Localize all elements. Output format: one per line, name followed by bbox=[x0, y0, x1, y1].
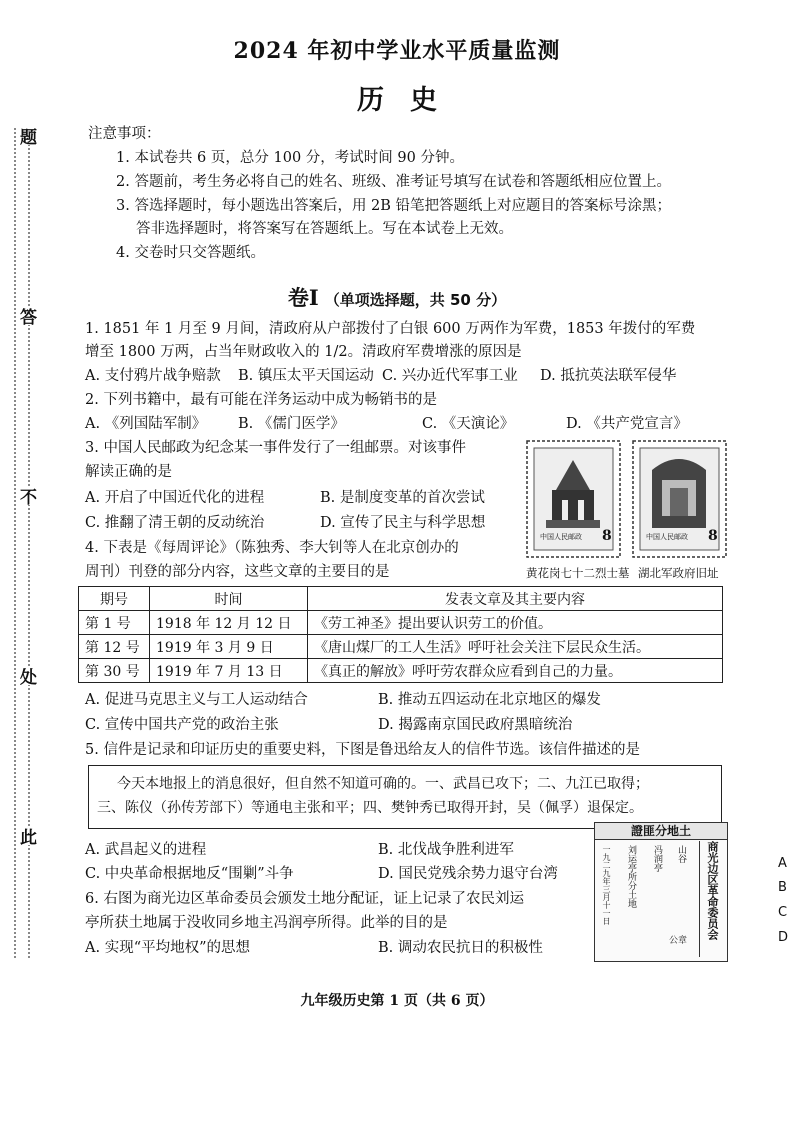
binding-strip bbox=[8, 128, 38, 958]
q5-letter-line-1: 今天本地报上的消息很好，但自然不知道可确的。一、武昌已攻下；二、九江已取得； bbox=[117, 776, 649, 792]
notice-heading: 注意事项： bbox=[88, 126, 161, 142]
q3-option-b: B. 是制度变革的首次尝试 bbox=[320, 490, 485, 506]
q3-option-a: A. 开启了中国近代化的进程 bbox=[85, 490, 265, 506]
q4-option-a: A. 促进马克思主义与工人运动结合 bbox=[85, 692, 308, 708]
notice-item-4: 4. 交卷时只交答题纸。 bbox=[116, 245, 265, 261]
q3-stem-2: 解读正确的是 bbox=[85, 464, 172, 480]
q5-option-a: A. 武昌起义的进程 bbox=[85, 842, 207, 858]
q5-letter-line-2: 三、陈仪（孙传芳部下）等通电主张和平；四、樊钟秀已取得开封，吴（佩孚）退保定。 bbox=[97, 800, 643, 816]
q3-stem-1: 3. 中国人民邮政为纪念某一事件发行了一组邮票。对该事件 bbox=[85, 440, 466, 456]
table-header-row bbox=[79, 587, 723, 611]
q2-option-b: B. 《儒门医学》 bbox=[238, 416, 345, 432]
land-certificate-image bbox=[594, 822, 728, 962]
q4-option-d: D. 揭露南京国民政府黑暗统治 bbox=[378, 717, 573, 733]
table-row bbox=[79, 659, 723, 683]
q6-stem-2: 亭所获土地属于没收同乡地主冯润亭所得。此举的目的是 bbox=[85, 915, 448, 931]
q5-letter-box bbox=[88, 765, 722, 829]
stamp-2-value: 8 bbox=[708, 528, 718, 544]
notice-item-3-cont: 答非选择题时，将答案写在答题纸上。写在本试卷上无效。 bbox=[136, 221, 513, 237]
table-header: 发表文章及其主要内容 bbox=[308, 587, 723, 611]
table-cell: 1918 年 12 月 12 日 bbox=[150, 611, 308, 635]
q5-option-c: C. 中央革命根据地反“围剿”斗争 bbox=[85, 866, 294, 882]
table-row bbox=[79, 635, 723, 659]
q3-option-d: D. 宣传了民主与科学思想 bbox=[320, 515, 486, 531]
q2-option-c: C. 《天演论》 bbox=[422, 416, 515, 432]
cert-col-1: 一九二九年三月十一日 bbox=[602, 845, 611, 925]
q4-stem-1: 4. 下表是《每周评论》（陈独秀、李大钊等人在北京创办的 bbox=[85, 540, 459, 556]
table-cell: 第 1 号 bbox=[79, 611, 150, 635]
side-char-4: 处 bbox=[16, 668, 36, 685]
q6-option-b: B. 调动农民抗日的积极性 bbox=[378, 940, 543, 956]
notice-item-1: 1. 本试卷共 6 页，总分 100 分，考试时间 90 分钟。 bbox=[116, 150, 464, 166]
table-row bbox=[79, 611, 723, 635]
cert-col-3: 冯润亭 bbox=[652, 845, 662, 872]
q1-option-c: C. 兴办近代军事工业 bbox=[382, 368, 518, 384]
table-cell: 《真正的解放》呼吁劳农群众应看到自己的力量。 bbox=[308, 659, 723, 683]
margin-letter-b: B bbox=[778, 880, 787, 895]
side-char-2: 答 bbox=[16, 308, 36, 325]
side-char-1: 题 bbox=[16, 128, 36, 145]
stamp-huanghuagang bbox=[526, 440, 621, 558]
q5-option-b: B. 北伐战争胜利进军 bbox=[378, 842, 514, 858]
q4-option-b: B. 推动五四运动在北京地区的爆发 bbox=[378, 692, 601, 708]
q1-stem-2: 增至 1800 万两，占当年财政收入的 1/2。清政府军费增涨的原因是 bbox=[85, 344, 522, 360]
margin-letter-c: C bbox=[778, 905, 788, 920]
q6-stem-1: 6. 右图为商光边区革命委员会颁发土地分配证，证上记录了农民刘运 bbox=[85, 891, 524, 907]
notice-item-2: 2. 答题前，考生务必将自己的姓名、班级、准考证号填写在试卷和答题纸相应位置上。 bbox=[116, 174, 671, 190]
q5-option-d: D. 国民党残余势力退守台湾 bbox=[378, 866, 558, 882]
stamp-caption-2: 湖北军政府旧址 bbox=[638, 566, 719, 580]
side-char-5: 此 bbox=[16, 828, 36, 845]
margin-letter-d: D bbox=[778, 930, 789, 945]
table-cell: 第 30 号 bbox=[79, 659, 150, 683]
table-cell: 《唐山煤厂的工人生活》呼吁社会关注下层民众生活。 bbox=[308, 635, 723, 659]
weekly-review-table bbox=[78, 586, 723, 683]
q1-option-b: B. 镇压太平天国运动 bbox=[238, 368, 374, 384]
table-header: 时间 bbox=[150, 587, 308, 611]
q1-option-a: A. 支付鸦片战争赔款 bbox=[85, 368, 221, 384]
q1-stem-1: 1. 1851 年 1 月至 9 月间，清政府从户部拨付了白银 600 万两作为军费，1853 年拨付的军费 bbox=[85, 321, 696, 337]
q2-stem: 2. 下列书籍中，最有可能在洋务运动中成为畅销书的是 bbox=[85, 392, 437, 408]
subject-title: 历史 bbox=[357, 85, 463, 116]
q4-option-c: C. 宣传中国共产党的政治主张 bbox=[85, 717, 279, 733]
table-header: 期号 bbox=[79, 587, 150, 611]
cert-col-4: 山谷 bbox=[676, 845, 686, 863]
section-title: 卷Ⅰ bbox=[287, 285, 319, 310]
page-footer: 九年级历史第 1 页（共 6 页） bbox=[300, 993, 494, 1009]
q2-option-d: D. 《共产党宣言》 bbox=[566, 416, 688, 432]
q6-option-a: A. 实现“平均地权”的思想 bbox=[85, 940, 251, 956]
cert-col-2: 刘运亭所分土地 bbox=[626, 845, 636, 908]
side-char-3: 不 bbox=[16, 488, 36, 505]
stamp-1-value: 8 bbox=[602, 528, 612, 544]
table-cell: 第 12 号 bbox=[79, 635, 150, 659]
stamp-hubei-gov bbox=[632, 440, 727, 558]
stamp-1-text: 中国人民邮政 bbox=[540, 533, 582, 541]
cert-issuer: 商光边区革命委员会 bbox=[699, 841, 724, 957]
notice-item-3: 3. 答选择题时，每小题选出答案后，用 2B 铅笔把答题纸上对应题目的答案标号涂黑； bbox=[116, 198, 672, 214]
q4-stem-2: 周刊）刊登的部分内容，这些文章的主要目的是 bbox=[85, 564, 390, 580]
section-heading bbox=[0, 282, 794, 312]
table-cell: 《劳工神圣》提出要认识劳工的价值。 bbox=[308, 611, 723, 635]
q3-option-c: C. 推翻了清王朝的反动统治 bbox=[85, 515, 265, 531]
q5-stem: 5. 信件是记录和印证历史的重要史料，下图是鲁迅给友人的信件节选。该信件描述的是 bbox=[85, 742, 640, 758]
stamp-2-text: 中国人民邮政 bbox=[646, 533, 688, 541]
q2-option-a: A. 《列国陆军制》 bbox=[85, 416, 207, 432]
q1-option-d: D. 抵抗英法联军侵华 bbox=[540, 368, 677, 384]
cert-seal: 公章 bbox=[669, 936, 688, 946]
cert-header: 證匪分地土 bbox=[595, 823, 727, 840]
stamp-caption-1: 黄花岗七十二烈士墓 bbox=[526, 566, 630, 580]
table-cell: 1919 年 7 月 13 日 bbox=[150, 659, 308, 683]
margin-letter-a: A bbox=[778, 856, 787, 871]
section-note: （单项选择题，共 50 分） bbox=[324, 291, 507, 309]
table-cell: 1919 年 3 月 9 日 bbox=[150, 635, 308, 659]
exam-title: 2024 年初中学业水平质量监测 bbox=[233, 38, 561, 64]
